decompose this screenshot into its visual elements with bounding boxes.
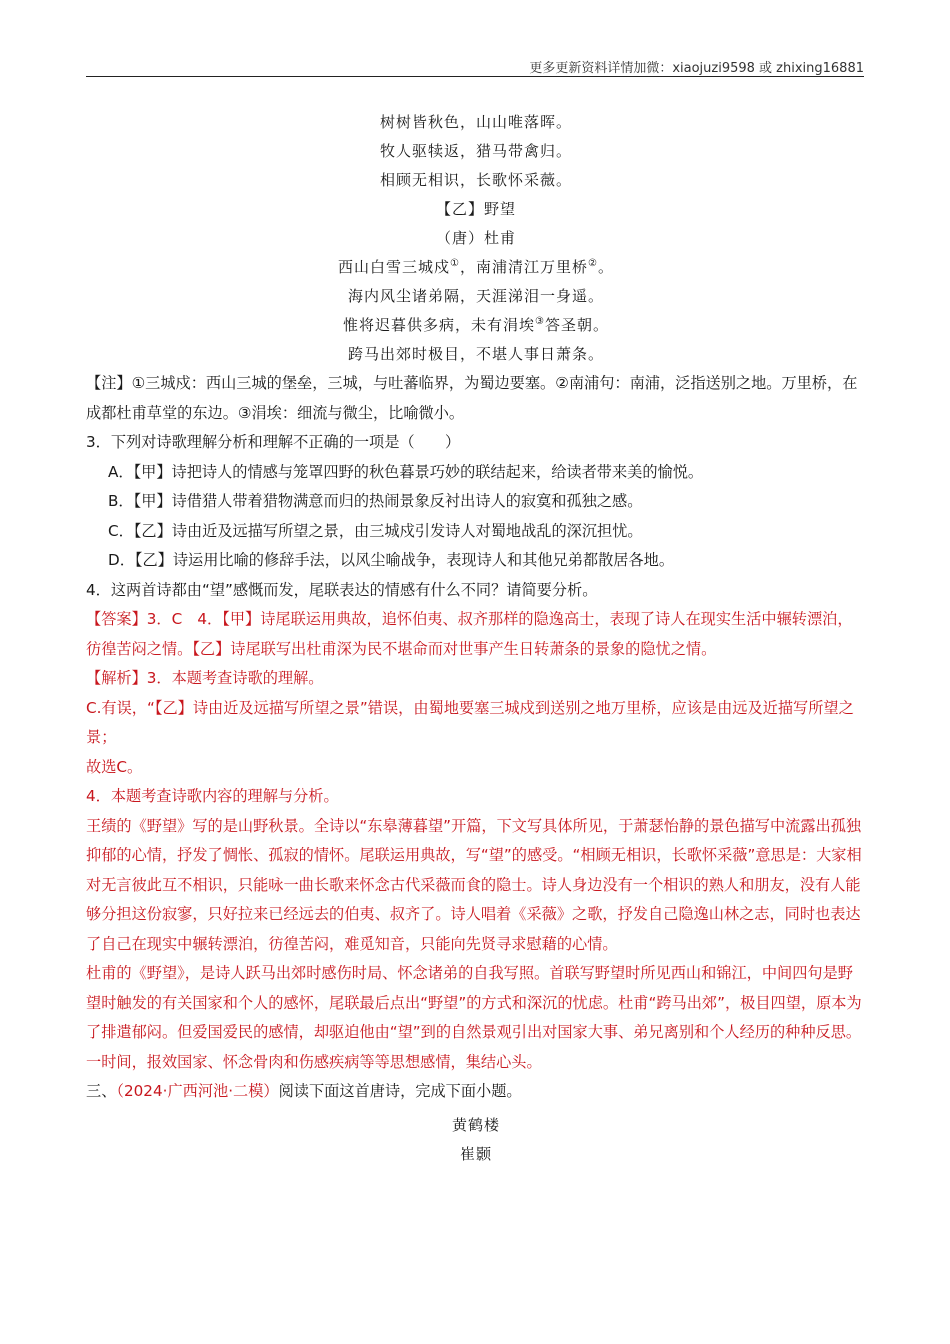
poem-line — [86, 311, 866, 340]
question-3-stem: 3．下列对诗歌理解分析和理解不正确的一项是（ ） — [86, 433, 461, 451]
page-content — [86, 108, 866, 1169]
poem-author: 崔颢 — [459, 1144, 492, 1163]
section-3-heading — [86, 1077, 866, 1107]
answer-block: 【答案】3．C 4．【甲】诗尾联运用典故，追怀伯夷、叔齐那样的隐逸高士，表现了诗人在现实生活中辗转漂泊，彷徨苦闷之情。【乙】诗尾联写出杜甫深为民不堪命而对世事产生日转萧条的景象的隐忧之情。 — [86, 610, 853, 658]
section-source: （2024·广西河池·二模） — [116, 1082, 279, 1100]
poem-line — [86, 253, 866, 282]
header-note: 更多更新资料详情加微：xiaojuzi9598 或 zhixing16881 — [529, 61, 864, 76]
poem-line: 树树皆秋色，山山唯落晖。 — [379, 113, 572, 131]
poem-line: 牧人驱犊返，猎马带禽归。 — [379, 142, 572, 160]
poem-line: 相顾无相识，长歌怀采薇。 — [379, 171, 572, 189]
option-c: C．【乙】诗由近及远描写所望之景，由三城戍引发诗人对蜀地战乱的深沉担忧。 — [108, 521, 643, 540]
option-b: B．【甲】诗借猎人带着猎物满意而归的热闹景象反衬出诗人的寂寞和孤独之感。 — [108, 492, 643, 510]
poem-text: 惟将迟暮供多病，未有涓埃 — [343, 316, 536, 334]
footnote-marker: ③ — [535, 316, 545, 327]
poem-text: ，南浦清江万里桥 — [459, 258, 588, 276]
analysis-paragraph: 王绩的《野望》写的是山野秋景。全诗以“东皋薄暮望”开篇，下文写具体所见，于萧瑟怡静的景色描写中流露出孤独抑郁的心情，抒发了惆怅、孤寂的情怀。尾联运用典故，写“望”的感受。“相顾无相识，长歌怀采薇”意思是：大家相对无言彼此互不相识，只能咏一曲长歌来怀念古代采薇而食的隐士。诗人身边没有一个相识的熟人和朋友，没有人能够分担这份寂寥，只好拉来已经远去的伯夷、叔齐了。诗人唱着《采薇》之歌，抒发自己隐逸山林之志，同时也表达了自己在现实中辗转漂泊，彷徨苦闷，难觅知音，只能向先贤寻求慰藉的心情。 — [86, 816, 862, 953]
analysis-heading: 【解析】3．本题考查诗歌的理解。 — [86, 669, 324, 687]
poem-line: 海内风尘诸弟隔，天涯涕泪一身遥。 — [347, 287, 604, 305]
section-instruction: 阅读下面这首唐诗，完成下面小题。 — [278, 1082, 522, 1100]
analysis-option-c: C.有误，“【乙】诗由近及远描写所望之景”错误，由蜀地要塞三城戍到送别之地万里桥，应该是由远及近描写所望之景； — [86, 698, 854, 746]
option-a: A．【甲】诗把诗人的情感与笼罩四野的秋色暮景巧妙的联结起来，给读者带来美的愉悦。 — [108, 462, 704, 481]
analysis-choice: 故选C。 — [86, 757, 143, 776]
poem-notes: 【注】①三城戍：西山三城的堡垒，三城，与吐蕃临界，为蜀边要塞。②南浦句：南浦，泛指送别之地。万里桥，在成都杜甫草堂的东边。③涓埃：细流与微尘，比喻微小。 — [86, 374, 858, 422]
footnote-marker: ② — [588, 258, 598, 269]
poem-title: 【乙】野望 — [435, 200, 516, 218]
question-4-stem: 4．这两首诗都由“望”感慨而发，尾联表达的情感有什么不同？请简要分析。 — [86, 580, 598, 599]
poem-author: （唐）杜甫 — [435, 229, 516, 247]
poem-line: 跨马出郊时极目，不堪人事日萧条。 — [347, 345, 604, 363]
poem-text: 西山白雪三城戍 — [338, 258, 451, 276]
poem-text: 。 — [597, 258, 614, 276]
analysis-paragraph: 杜甫的《野望》，是诗人跃马出郊时感伤时局、怀念诸弟的自我写照。首联写野望时所见西山和锦江，中间四句是野望时触发的有关国家和个人的感怀，尾联最后点出“野望”的方式和深沉的忧虑。杜甫“跨马出郊”，极目四望，原本为了排遣郁闷。但爱国爱民的感情，却驱迫他由“望”到的自然景观引出对国家大事、弟兄离别和个人经历的种种反思。一时间，报效国家、怀念骨肉和伤感疾病等等思想感情，集结心头。 — [86, 964, 862, 1071]
option-d: D．【乙】诗运用比喻的修辞手法，以风尘喻战争，表现诗人和其他兄弟都散居各地。 — [108, 551, 675, 569]
analysis-q4-heading: 4．本题考查诗歌内容的理解与分析。 — [86, 787, 339, 805]
poem-text: 答圣朝。 — [544, 316, 609, 334]
footnote-marker: ① — [450, 258, 460, 269]
section-number: 三、 — [86, 1082, 117, 1100]
poem-title: 黄鹤楼 — [451, 1115, 500, 1134]
header-divider — [86, 76, 864, 77]
